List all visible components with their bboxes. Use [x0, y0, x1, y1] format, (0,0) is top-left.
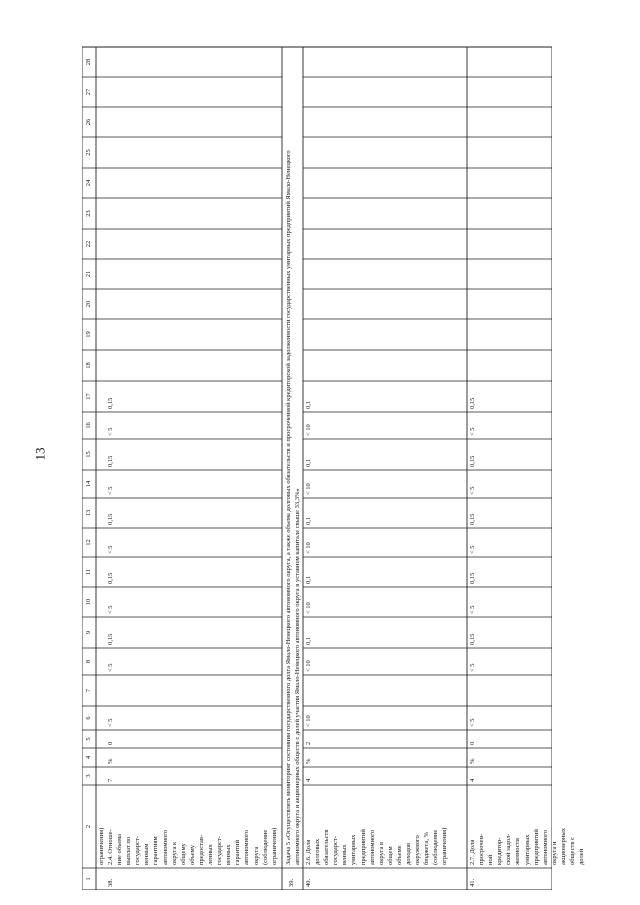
column-header: 28: [85, 58, 92, 66]
year-value: 0,15: [469, 572, 476, 584]
column-header: 19: [85, 331, 92, 338]
continued-text: ограничения): [98, 827, 105, 865]
year-value: < 10: [305, 715, 312, 727]
column-header: 10: [85, 598, 92, 606]
column-header: 5: [85, 737, 92, 741]
table-lines: [82, 20, 552, 890]
base-value: 2: [305, 741, 312, 745]
column-header: 13: [85, 509, 92, 517]
unit-value: %: [305, 758, 312, 764]
year-value: 0,1: [305, 400, 312, 409]
unit-value: %: [469, 758, 476, 764]
year-value: < 5: [469, 486, 476, 495]
column-header: 9: [85, 630, 92, 635]
year-value: 0,1: [305, 636, 312, 645]
column-header: 23: [85, 210, 92, 217]
column-header: 14: [85, 480, 92, 488]
year-value: 0,15: [469, 633, 476, 645]
column-header: 15: [85, 451, 92, 458]
column-header: 6: [85, 716, 92, 720]
column-header: 20: [85, 300, 92, 308]
year-value: 0,15: [107, 572, 114, 584]
year-value: 0,15: [107, 397, 114, 409]
unit-value: %: [107, 758, 114, 764]
year-value: 0,15: [469, 455, 476, 467]
year-value: 0,15: [469, 513, 476, 525]
year-value: < 5: [107, 718, 114, 727]
column-header: 16: [85, 422, 92, 429]
year-value: < 5: [469, 545, 476, 554]
weight-value: 4: [305, 778, 312, 782]
year-value: 0,15: [107, 513, 114, 525]
year-value: 0,1: [305, 516, 312, 525]
year-value: < 10: [305, 542, 312, 554]
column-header: 4: [85, 755, 92, 760]
page-number: 13: [32, 447, 48, 461]
column-header: 7: [85, 688, 92, 693]
weight-value: 4: [469, 778, 476, 782]
year-value: < 5: [107, 427, 114, 436]
column-header: 12: [85, 539, 92, 546]
year-value: < 10: [305, 424, 312, 436]
column-header: 27: [85, 88, 92, 96]
table-grid: [82, 20, 552, 890]
year-value: < 10: [305, 660, 312, 672]
year-value: < 5: [469, 605, 476, 614]
year-value: < 5: [107, 545, 114, 554]
column-header: 21: [85, 270, 92, 278]
indicator-name: 2.4. Отноше- ние объема выплат по государст- венным гарантиям автономного округа к общему объему предостав- ленных государст- венных гарантий автономного округа (соблюдение ограничения): [107, 827, 278, 865]
year-value: 0,15: [107, 455, 114, 467]
year-value: 0,1: [305, 575, 312, 584]
column-header: 24: [85, 179, 92, 187]
year-value: < 5: [469, 663, 476, 672]
column-header: 25: [85, 149, 92, 156]
row-number: 41.: [469, 878, 476, 887]
year-value: 0,15: [469, 397, 476, 409]
base-value: 0: [107, 741, 114, 745]
year-value: 0,1: [305, 458, 312, 467]
column-header: 1: [85, 877, 92, 881]
column-header: 26: [85, 118, 92, 126]
column-header: 22: [85, 240, 92, 248]
base-value: 0: [469, 741, 476, 745]
year-value: < 5: [469, 427, 476, 436]
task-description: Задача 5 «Осуществлять мониторинг состояния государственного долга Ямало-Ненецкого автономного округа, а также объема долговых обязательств и просроченной кредиторской задолженности государственных унитарных предприятий Ямало-Ненецкого автономного округа и акционерных обществ с долей участия Ямало-Ненецкого автономного округа в уставном капитале свыше 33,3%»: [285, 150, 301, 865]
row-number: 40.: [305, 878, 312, 887]
year-value: < 10: [305, 483, 312, 495]
weight-value: 7: [107, 778, 114, 782]
column-header: 17: [85, 393, 92, 400]
year-value: < 5: [469, 718, 476, 727]
row-number: 38.: [107, 878, 114, 887]
year-value: < 5: [107, 486, 114, 495]
indicator-name: 2.6. Доля долговых обязательств государст- венных унитарных предприятий автономного округа в общем объеме доходов окружного бюджета, % (соблюдение ограничения): [305, 827, 449, 865]
indicator-name: 2.7. Доля просрочен- ной кредитор- ской задол- женности унитарных предприятий автономного округа и акционерных обществ с долей: [469, 828, 586, 865]
row-number: 39.: [288, 878, 295, 887]
column-header: 3: [85, 774, 92, 778]
column-header: 11: [85, 568, 92, 576]
column-header: 8: [85, 659, 92, 664]
year-value: < 5: [107, 605, 114, 614]
column-header: 2: [85, 824, 92, 829]
year-value: < 5: [107, 663, 114, 672]
column-header: 18: [85, 362, 92, 369]
year-value: < 10: [305, 602, 312, 614]
indicator-table: [82, 20, 586, 890]
year-value: 0,15: [107, 633, 114, 645]
